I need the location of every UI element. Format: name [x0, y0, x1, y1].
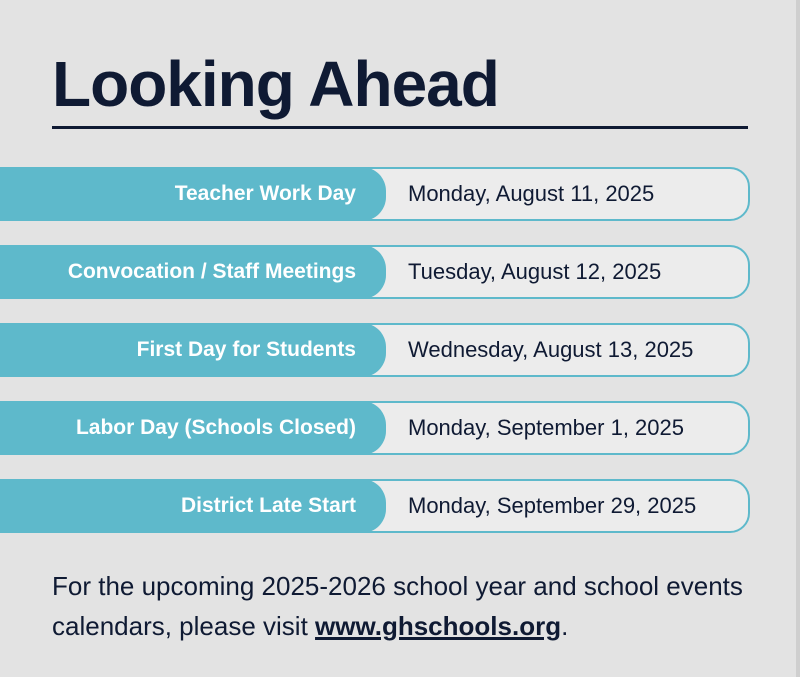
- event-row: [0, 245, 748, 299]
- event-date: Monday, September 29, 2025: [408, 493, 697, 518]
- events-list: [0, 167, 748, 557]
- footer-period: .: [561, 611, 569, 641]
- event-date: Tuesday, August 12, 2025: [408, 259, 662, 284]
- event-label: First Day for Students: [136, 338, 356, 361]
- event-row: [0, 167, 748, 221]
- page-edge: [796, 0, 800, 677]
- event-label: Labor Day (Schools Closed): [75, 416, 356, 439]
- event-label: District Late Start: [180, 494, 356, 517]
- event-label-pill: [0, 479, 386, 533]
- event-label-pill: [0, 323, 386, 377]
- website-link[interactable]: www.ghschools.org: [315, 611, 562, 641]
- event-date: Monday, September 1, 2025: [408, 415, 684, 440]
- event-row: [0, 323, 748, 377]
- event-label-pill: [0, 401, 386, 455]
- event-label: Teacher Work Day: [174, 182, 356, 205]
- event-label-pill: [0, 245, 386, 299]
- event-date: Wednesday, August 13, 2025: [408, 337, 694, 362]
- event-label-pill: [0, 167, 386, 221]
- event-label: Convocation / Staff Meetings: [67, 260, 356, 283]
- event-row: [0, 401, 748, 455]
- footer-note: [52, 566, 752, 646]
- page-title: Looking Ahead: [52, 48, 499, 120]
- title-divider: [52, 126, 748, 129]
- event-row: [0, 479, 748, 533]
- event-date: Monday, August 11, 2025: [408, 181, 655, 206]
- footer-text: For the upcoming 2025-2026 school year and school events calendars, please visit: [52, 571, 743, 641]
